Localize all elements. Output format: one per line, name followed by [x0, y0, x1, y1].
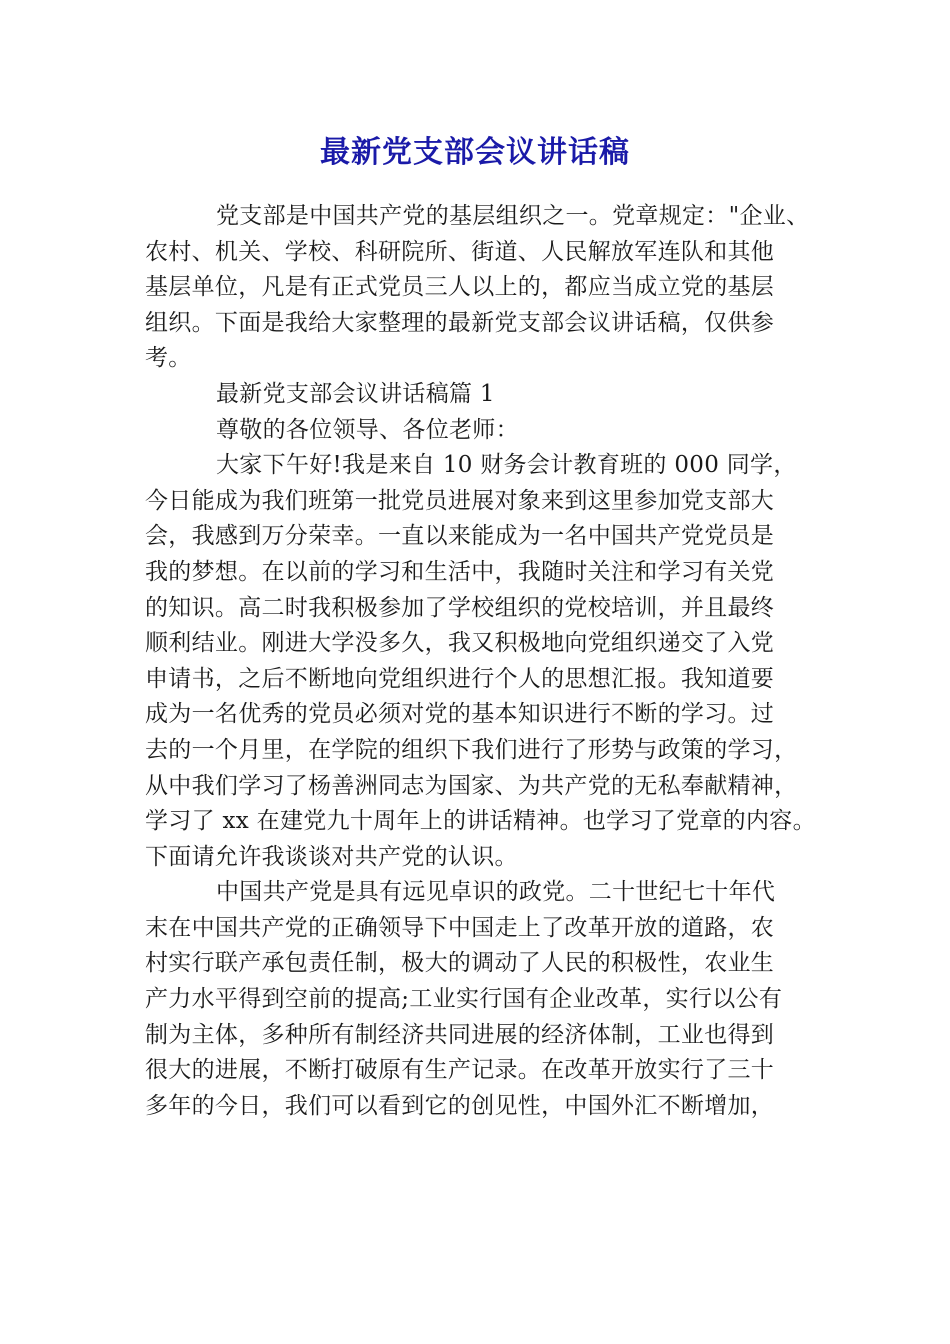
document-title: 最新党支部会议讲话稿 — [320, 135, 630, 170]
paragraph-line: 很大的进展，不断打破原有生产记录。在改革开放实行了三十 — [145, 1057, 775, 1084]
paragraph-first-line: 中国共产党是具有远见卓识的政党。二十世纪七十年代 — [216, 879, 776, 906]
paragraph-first-line: 最新党支部会议讲话稿篇 1 — [216, 380, 495, 407]
paragraph-line: 我的梦想。在以前的学习和生活中，我随时关注和学习有关党 — [145, 558, 775, 585]
paragraph-line: 会，我感到万分荣幸。一直以来能成为一名中国共产党党员是 — [145, 523, 775, 550]
paragraph-line: 考。 — [145, 345, 192, 372]
paragraph-line: 末在中国共产党的正确领导下中国走上了改革开放的道路，农 — [145, 914, 775, 941]
paragraph-first-line: 党支部是中国共产党的基层组织之一。党章规定："企业、 — [216, 203, 810, 229]
paragraph-line: 的知识。高二时我积极参加了学校组织的党校培训，并且最终 — [145, 594, 775, 621]
paragraph-line: 村实行联产承包责任制，极大的调动了人民的积极性，农业生 — [145, 950, 775, 977]
document-body — [145, 199, 825, 1124]
paragraph-line: 下面请允许我谈谈对共产党的认识。 — [145, 843, 518, 870]
paragraph-line: 基层单位，凡是有正式党员三人以上的，都应当成立党的基层 — [145, 274, 775, 301]
paragraph-line: 学习了 xx 在建党九十周年上的讲话精神。也学习了党章的内容。 — [145, 808, 816, 835]
paragraph-line: 农村、机关、学校、科研院所、街道、人民解放军连队和其他 — [145, 238, 775, 265]
paragraph-line: 顺利结业。刚进大学没多久，我又积极地向党组织递交了入党 — [145, 630, 775, 657]
paragraph-line: 制为主体，多种所有制经济共同进展的经济体制，工业也得到 — [145, 1021, 775, 1048]
paragraph-first-line: 尊敬的各位领导、各位老师： — [216, 416, 519, 443]
paragraph-first-line: 大家下午好!我是来自 10 财务会计教育班的 000 同学， — [216, 452, 797, 479]
paragraph-line: 今日能成为我们班第一批党员进展对象来到这里参加党支部大 — [145, 487, 775, 514]
paragraph-line: 产力水平得到空前的提高;工业实行国有企业改革，实行以公有 — [145, 986, 783, 1013]
paragraph-line: 去的一个月里，在学院的组织下我们进行了形势与政策的学习， — [145, 736, 798, 763]
paragraph-line: 从中我们学习了杨善洲同志为国家、为共产党的无私奉献精神， — [145, 772, 798, 799]
paragraph-line: 多年的今日，我们可以看到它的创见性，中国外汇不断增加， — [145, 1092, 775, 1119]
paragraph-line: 申请书，之后不断地向党组织进行个人的思想汇报。我知道要 — [145, 665, 775, 692]
paragraph-line: 成为一名优秀的党员必须对党的基本知识进行不断的学习。过 — [145, 701, 775, 728]
paragraph-line: 组织。下面是我给大家整理的最新党支部会议讲话稿，仅供参 — [145, 309, 775, 336]
